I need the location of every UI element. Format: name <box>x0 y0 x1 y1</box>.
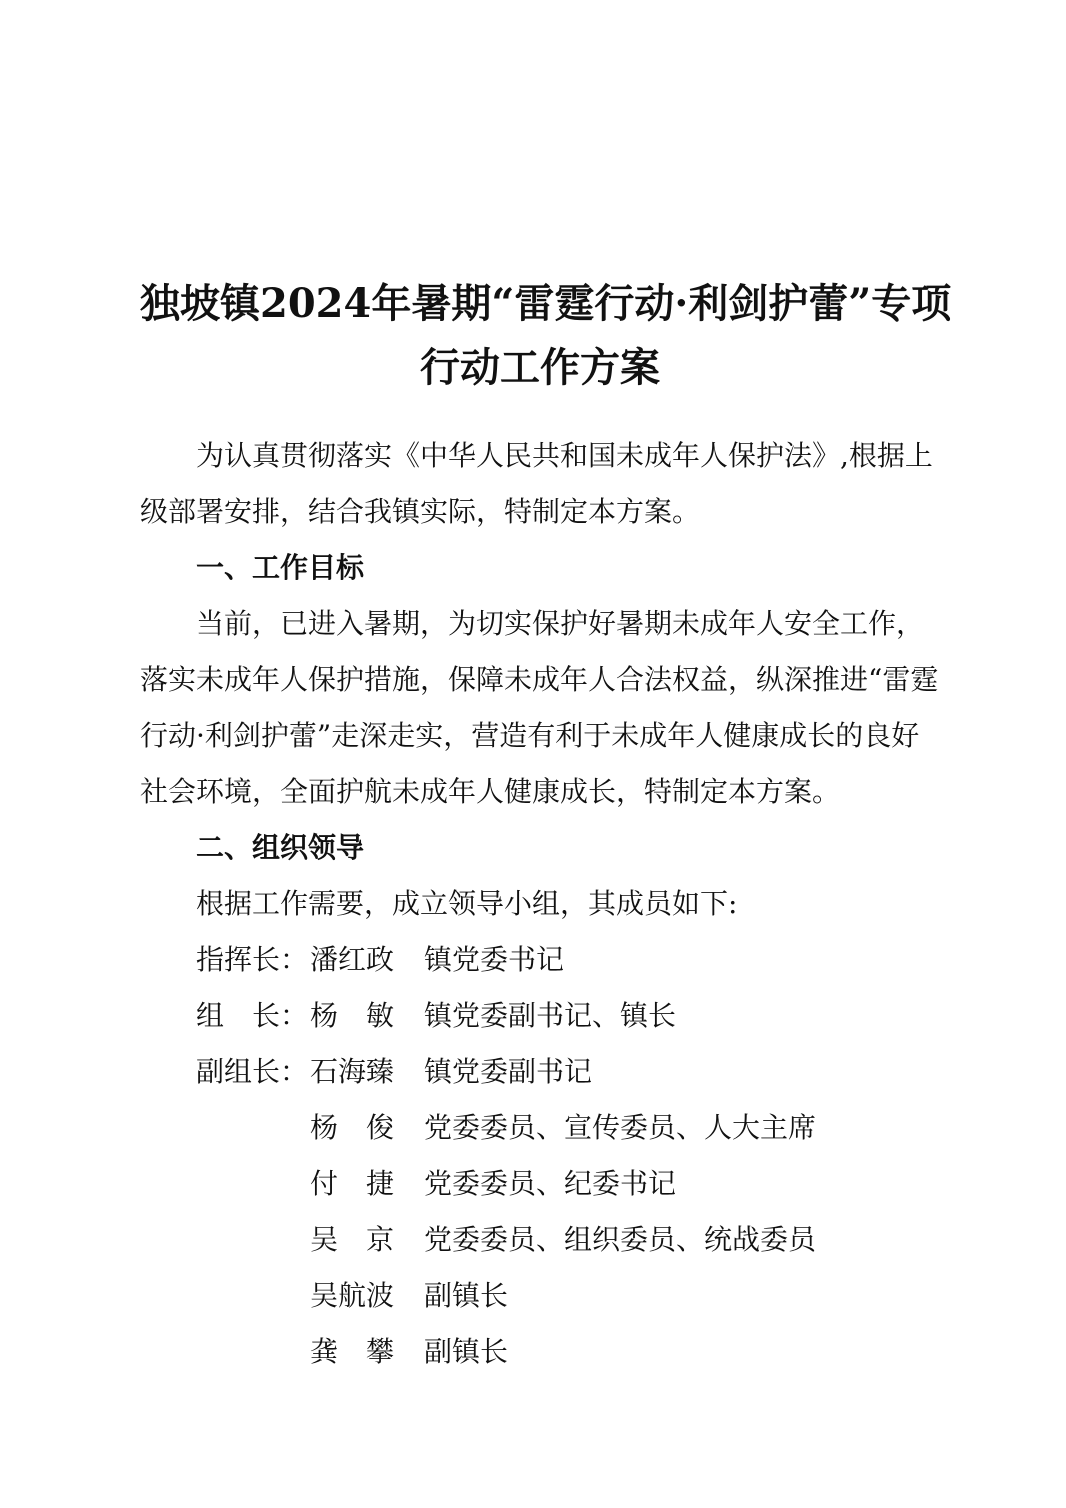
leadership-person-duty: 镇党委副书记 <box>424 1055 593 1088</box>
leadership-person-name: 潘红政 <box>310 943 395 976</box>
leadership-person-name: 杨 敏 <box>310 999 395 1032</box>
leadership-person-name: 吴航波 <box>310 1279 395 1312</box>
leadership-person-duty: 副镇长 <box>424 1335 509 1368</box>
leadership-person-name: 付 捷 <box>310 1167 395 1200</box>
section-1-line-4: 社会环境，全面护航未成年人健康成长，特制定本方案。 <box>140 775 841 808</box>
document-title-line-2: 行动工作方案 <box>420 344 660 391</box>
leadership-person-name: 杨 俊 <box>310 1111 395 1144</box>
section-1-line-2: 落实未成年人保护措施，保障未成年人合法权益，纵深推进“雷霆 <box>140 663 939 696</box>
leadership-person-duty: 党委委员、纪委书记 <box>424 1167 677 1200</box>
leadership-person-duty: 副镇长 <box>424 1279 509 1312</box>
section-1-line-3: 行动·利剑护蕾”走深走实，营造有利于未成年人健康成长的良好 <box>140 719 920 752</box>
intro-paragraph-line-1: 为认真贯彻落实《中华人民共和国未成年人保护法》,根据上 <box>196 439 933 472</box>
leadership-person-duty: 党委委员、组织委员、统战委员 <box>424 1223 817 1256</box>
intro-paragraph-line-2: 级部署安排，结合我镇实际，特制定本方案。 <box>140 495 701 528</box>
leadership-person-name: 石海臻 <box>310 1055 395 1088</box>
document-title-line-1: 独坡镇2024年暑期“雷霆行动·利剑护蕾”专项 <box>140 280 952 327</box>
leadership-person-name: 龚 攀 <box>310 1335 395 1368</box>
leadership-role-label: 组 长： <box>196 999 309 1032</box>
section-2-heading: 二、组织领导 <box>196 831 365 864</box>
leadership-person-duty: 镇党委书记 <box>424 943 565 976</box>
leadership-person-name: 吴 京 <box>310 1223 395 1256</box>
section-1-line-1: 当前，已进入暑期，为切实保护好暑期未成年人安全工作， <box>196 607 925 640</box>
leadership-person-duty: 镇党委副书记、镇长 <box>424 999 677 1032</box>
section-2-intro: 根据工作需要，成立领导小组，其成员如下: <box>196 887 738 920</box>
leadership-role-label: 指挥长： <box>196 943 309 976</box>
section-1-heading: 一、工作目标 <box>196 551 365 584</box>
leadership-role-label: 副组长： <box>196 1055 309 1088</box>
leadership-person-duty: 党委委员、宣传委员、人大主席 <box>424 1111 817 1144</box>
